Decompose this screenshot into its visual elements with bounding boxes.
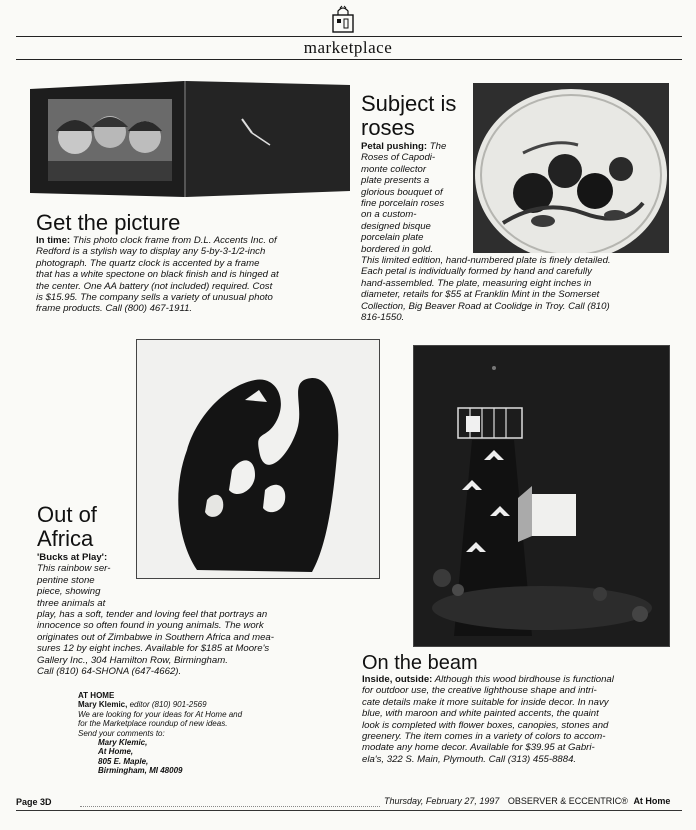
headline: [37, 503, 367, 551]
section-title: marketplace: [303, 38, 393, 57]
footer-masthead: [384, 796, 670, 806]
body-line: greenery. The item comes in a variety of colors to accom-: [362, 731, 606, 743]
footer-rule: [16, 810, 682, 811]
headline-line: Africa: [37, 526, 94, 551]
credits-editor: [78, 700, 348, 709]
article-lead: Inside, outside:: [362, 674, 433, 685]
body-line: diameter, retails for $55 at Franklin Mint in the Somerset: [361, 289, 600, 301]
body-line: play, has a soft, tender and loving feel that portrays an: [37, 609, 268, 621]
clock-frame-photo: [30, 75, 350, 200]
body-line: porcelain plate: [361, 232, 424, 244]
headline: Get the picture: [36, 210, 181, 235]
headline-line: roses: [361, 115, 415, 140]
body-line: blue, with maroon and white painted accents, the quaint: [362, 708, 599, 720]
header-rule-top: [16, 36, 682, 37]
body-line: piece, showing: [37, 586, 101, 598]
body-line: Collection, Big Beaver Road at Coolidge in Troy. Call (810): [361, 300, 610, 312]
body-line: pentine stone: [37, 574, 95, 586]
article-out-of-africa: [37, 503, 367, 677]
credits-heading: AT HOME: [78, 691, 115, 700]
article-body: [37, 552, 367, 677]
article-lead: In time:: [36, 235, 71, 246]
body-line: Redford is a stylish way to display any 5-by-3-1/2-inch: [36, 246, 266, 258]
body-line: glorious bouquet of: [361, 186, 443, 198]
page-number: Page 3D: [16, 797, 52, 807]
body-line: plate presents a: [361, 175, 430, 187]
address-line: Mary Klemic,: [98, 738, 148, 748]
address-line: 805 E. Maple,: [98, 756, 149, 766]
body-line: Call (810) 64-SHONA (647-4662).: [37, 666, 182, 678]
editor-name: Mary Klemic,: [78, 700, 128, 710]
body-line: ela's, 322 S. Main, Plymouth. Call (313) 455-8884.: [362, 753, 577, 765]
body-line: Each petal is individually formed by hand and carefully: [361, 266, 592, 278]
body-line: Gallery Inc., 304 Hamilton Row, Birmingham.: [37, 654, 228, 666]
body-line: is $15.95. The company sells a variety of unusual photo: [36, 292, 273, 304]
issue-date: Thursday, February 27, 1997: [384, 796, 500, 806]
body-line: for outdoor use, the creative lighthouse shape and intri-: [362, 685, 597, 697]
address-line: At Home,: [98, 747, 134, 757]
body-line: photograph. The quartz clock is accented by a frame: [36, 257, 260, 269]
footer-dotted-rule: [80, 806, 380, 807]
credits-line: We are looking for your ideas for At Home and: [78, 709, 243, 719]
body-line: Roses of Capodi-: [361, 152, 436, 164]
body-line: frame products. Call (800) 467-1911.: [36, 303, 193, 315]
body-line: 816-1550.: [361, 312, 405, 324]
body-line: three animals at: [37, 597, 106, 609]
birdhouse-photo: [413, 345, 670, 647]
body-line: This limited edition, hand-numbered plate is finely detailed.: [361, 255, 611, 267]
body-line: modate any home decor. Available for $39.95 at Gabri-: [362, 742, 595, 754]
header-rule-bottom: [16, 59, 682, 60]
at-home-credits: [78, 691, 348, 776]
body-line: fine porcelain roses: [361, 198, 445, 210]
credits-line: for the Marketplace roundup of new ideas.: [78, 719, 228, 729]
header-logo: [328, 4, 358, 34]
section-name: At Home: [633, 796, 671, 806]
body-line: bordered in gold.: [361, 243, 434, 255]
article-on-the-beam: [362, 653, 682, 765]
body-line: cate details make it more suitable for inside decor. In navy: [362, 696, 609, 708]
headline-line: Subject is: [361, 91, 457, 116]
body-line: that has a white spectone on black finish and is hinged at: [36, 269, 279, 281]
article-body: [362, 674, 682, 765]
mailing-address: [78, 738, 348, 776]
article-body: [36, 235, 346, 315]
body-line: monte collector: [361, 163, 427, 175]
body-line: innocence so often found in young animals. The work: [37, 620, 264, 632]
body-line: This photo clock frame from D.L. Accents Inc. of: [72, 235, 277, 246]
address-line: Birmingham, MI 48009: [98, 766, 183, 776]
headline-line: Out of: [37, 502, 97, 527]
article-lead: Petal pushing:: [361, 141, 428, 152]
gift-bag-icon: [328, 4, 358, 34]
body-line: look is completed with flower boxes, canopies, stones and: [362, 719, 609, 731]
body-line: designed bisque: [361, 220, 431, 232]
body-line: hand-assembled. The plate, measuring eight inches in: [361, 277, 592, 289]
body-line: on a custom-: [361, 209, 417, 221]
body-line: The: [429, 141, 447, 152]
article-get-the-picture: [36, 212, 346, 315]
headline: On the beam: [362, 652, 478, 674]
body-line: Although this wood birdhouse is functional: [434, 674, 614, 685]
article-lead: 'Bucks at Play':: [37, 552, 108, 563]
editor-phone: editor (810) 901-2569: [129, 700, 207, 710]
rose-plate-photo: [473, 83, 669, 253]
paper-name: OBSERVER & ECCENTRIC®: [507, 796, 628, 806]
credits-line: Send your comments to:: [78, 728, 165, 738]
body-line: This rainbow ser-: [37, 563, 111, 575]
body-line: the center. One AA battery (not included) required. Cost: [36, 280, 273, 292]
body-line: sures 12 by eight inches. Available for $185 at Moore's: [37, 643, 270, 655]
body-line: originates out of Zimbabwe in Southern Africa and mea-: [37, 631, 274, 643]
